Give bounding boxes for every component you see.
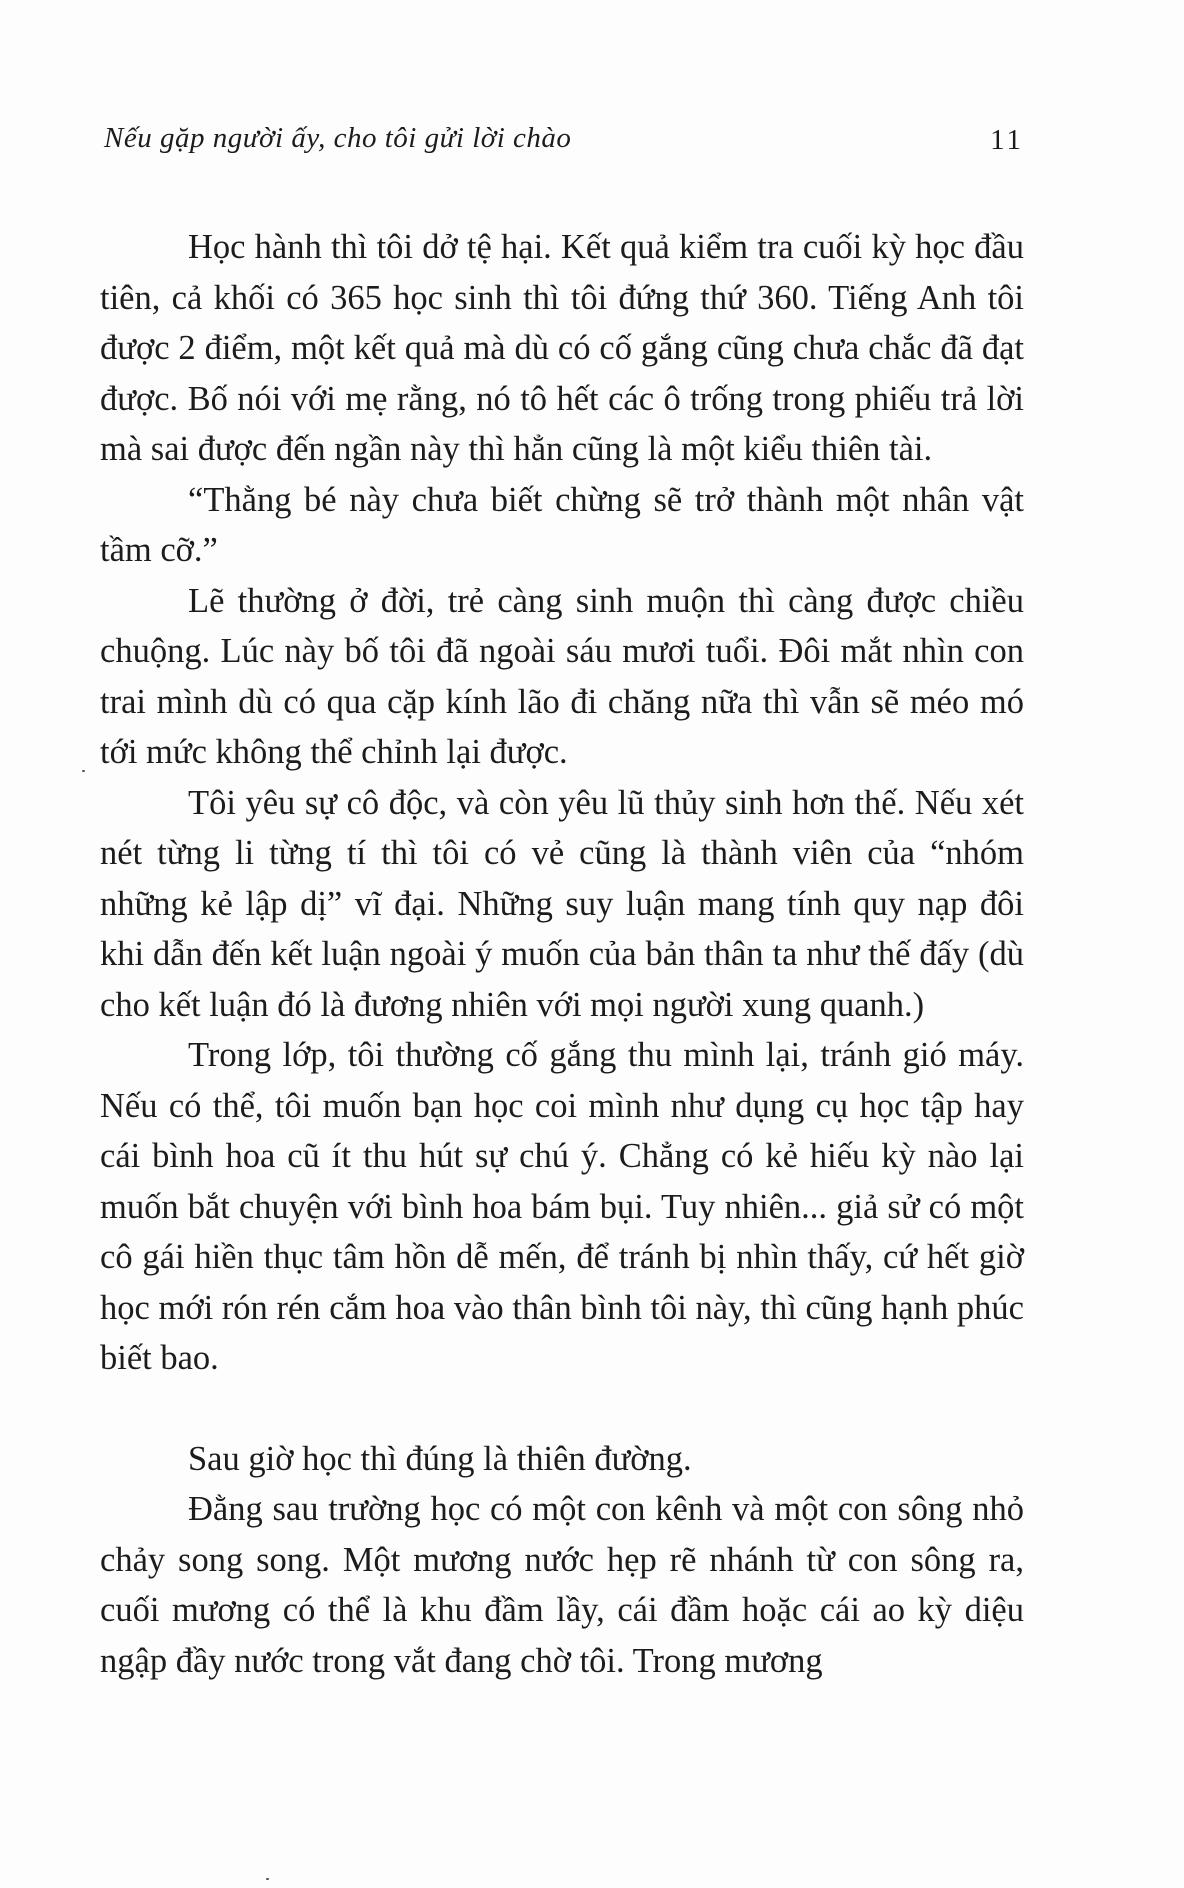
paragraph-exam-results: Học hành thì tôi dở tệ hại. Kết quả kiểm tra cuối kỳ học đầu tiên, cả khối có 365 học sinh thì tôi đứng thứ 360. Tiếng Anh tôi được 2 điểm, một kết quả mà dù có cố gắng cũng chưa chắc đã đạt được. Bố nói với mẹ rằng, nó tô hết các ô trống trong phiếu trả lời mà sai được đến ngần này thì hẳn cũng là một kiểu thiên tài. (100, 228, 1024, 468)
body-text (100, 222, 1024, 1686)
running-header-title: Nếu gặp người ấy, cho tôi gửi lời chào (104, 122, 572, 154)
scan-speck (266, 1878, 269, 1880)
paragraph-classroom: Trong lớp, tôi thường cố gắng thu mình lại, tránh gió máy. Nếu có thể, tôi muốn bạn học coi mình như dụng cụ học tập hay cái bình hoa cũ ít thu hút sự chú ý. Chẳng có kẻ hiếu kỳ nào lại muốn bắt chuyện với bình hoa bám bụi. Tuy nhiên... giả sử có một cô gái hiền thục tâm hồn dễ mến, để tránh bị nhìn thấy, cứ hết giờ học mới rón rén cắm hoa vào thân bình tôi này, thì cũng hạnh phúc biết bao. (100, 1036, 1024, 1377)
paragraph-canal: Đằng sau trường học có một con kênh và một con sông nhỏ chảy song song. Một mương nước hẹp rẽ nhánh từ con sông ra, cuối mương có thể là khu đầm lầy, cái đầm hoặc cái ao kỳ diệu ngập đầy nước trong vắt đang chờ tôi. Trong mương (100, 1490, 1024, 1680)
running-header (104, 122, 1024, 162)
paragraph-after-school: Sau giờ học thì đúng là thiên đường. (188, 1439, 692, 1478)
page-number: 11 (990, 124, 1024, 156)
paragraph-solitude: Tôi yêu sự cô độc, và còn yêu lũ thủy sinh hơn thế. Nếu xét nét từng li từng tí thì tôi có vẻ cũng là thành viên của “nhóm những kẻ lập dị” vĩ đại. Những suy luận mang tính quy nạp đôi khi dẫn đến kết luận ngoài ý muốn của bản thân ta như thế đấy (dù cho kết luận đó là đương nhiên với mọi người xung quanh.) (100, 783, 1024, 1024)
paragraph-quote: “Thằng bé này chưa biết chừng sẽ trở thành một nhân vật tầm cỡ.” (100, 480, 1024, 569)
paragraph-father: Lẽ thường ở đời, trẻ càng sinh muộn thì càng được chiều chuộng. Lúc này bố tôi đã ngoài sáu mươi tuổi. Đôi mắt nhìn con trai mình dù có qua cặp kính lão đi chăng nữa thì vẫn sẽ méo mó tới mức không thể chỉnh lại được. (100, 581, 1024, 771)
scan-speck (82, 770, 85, 772)
